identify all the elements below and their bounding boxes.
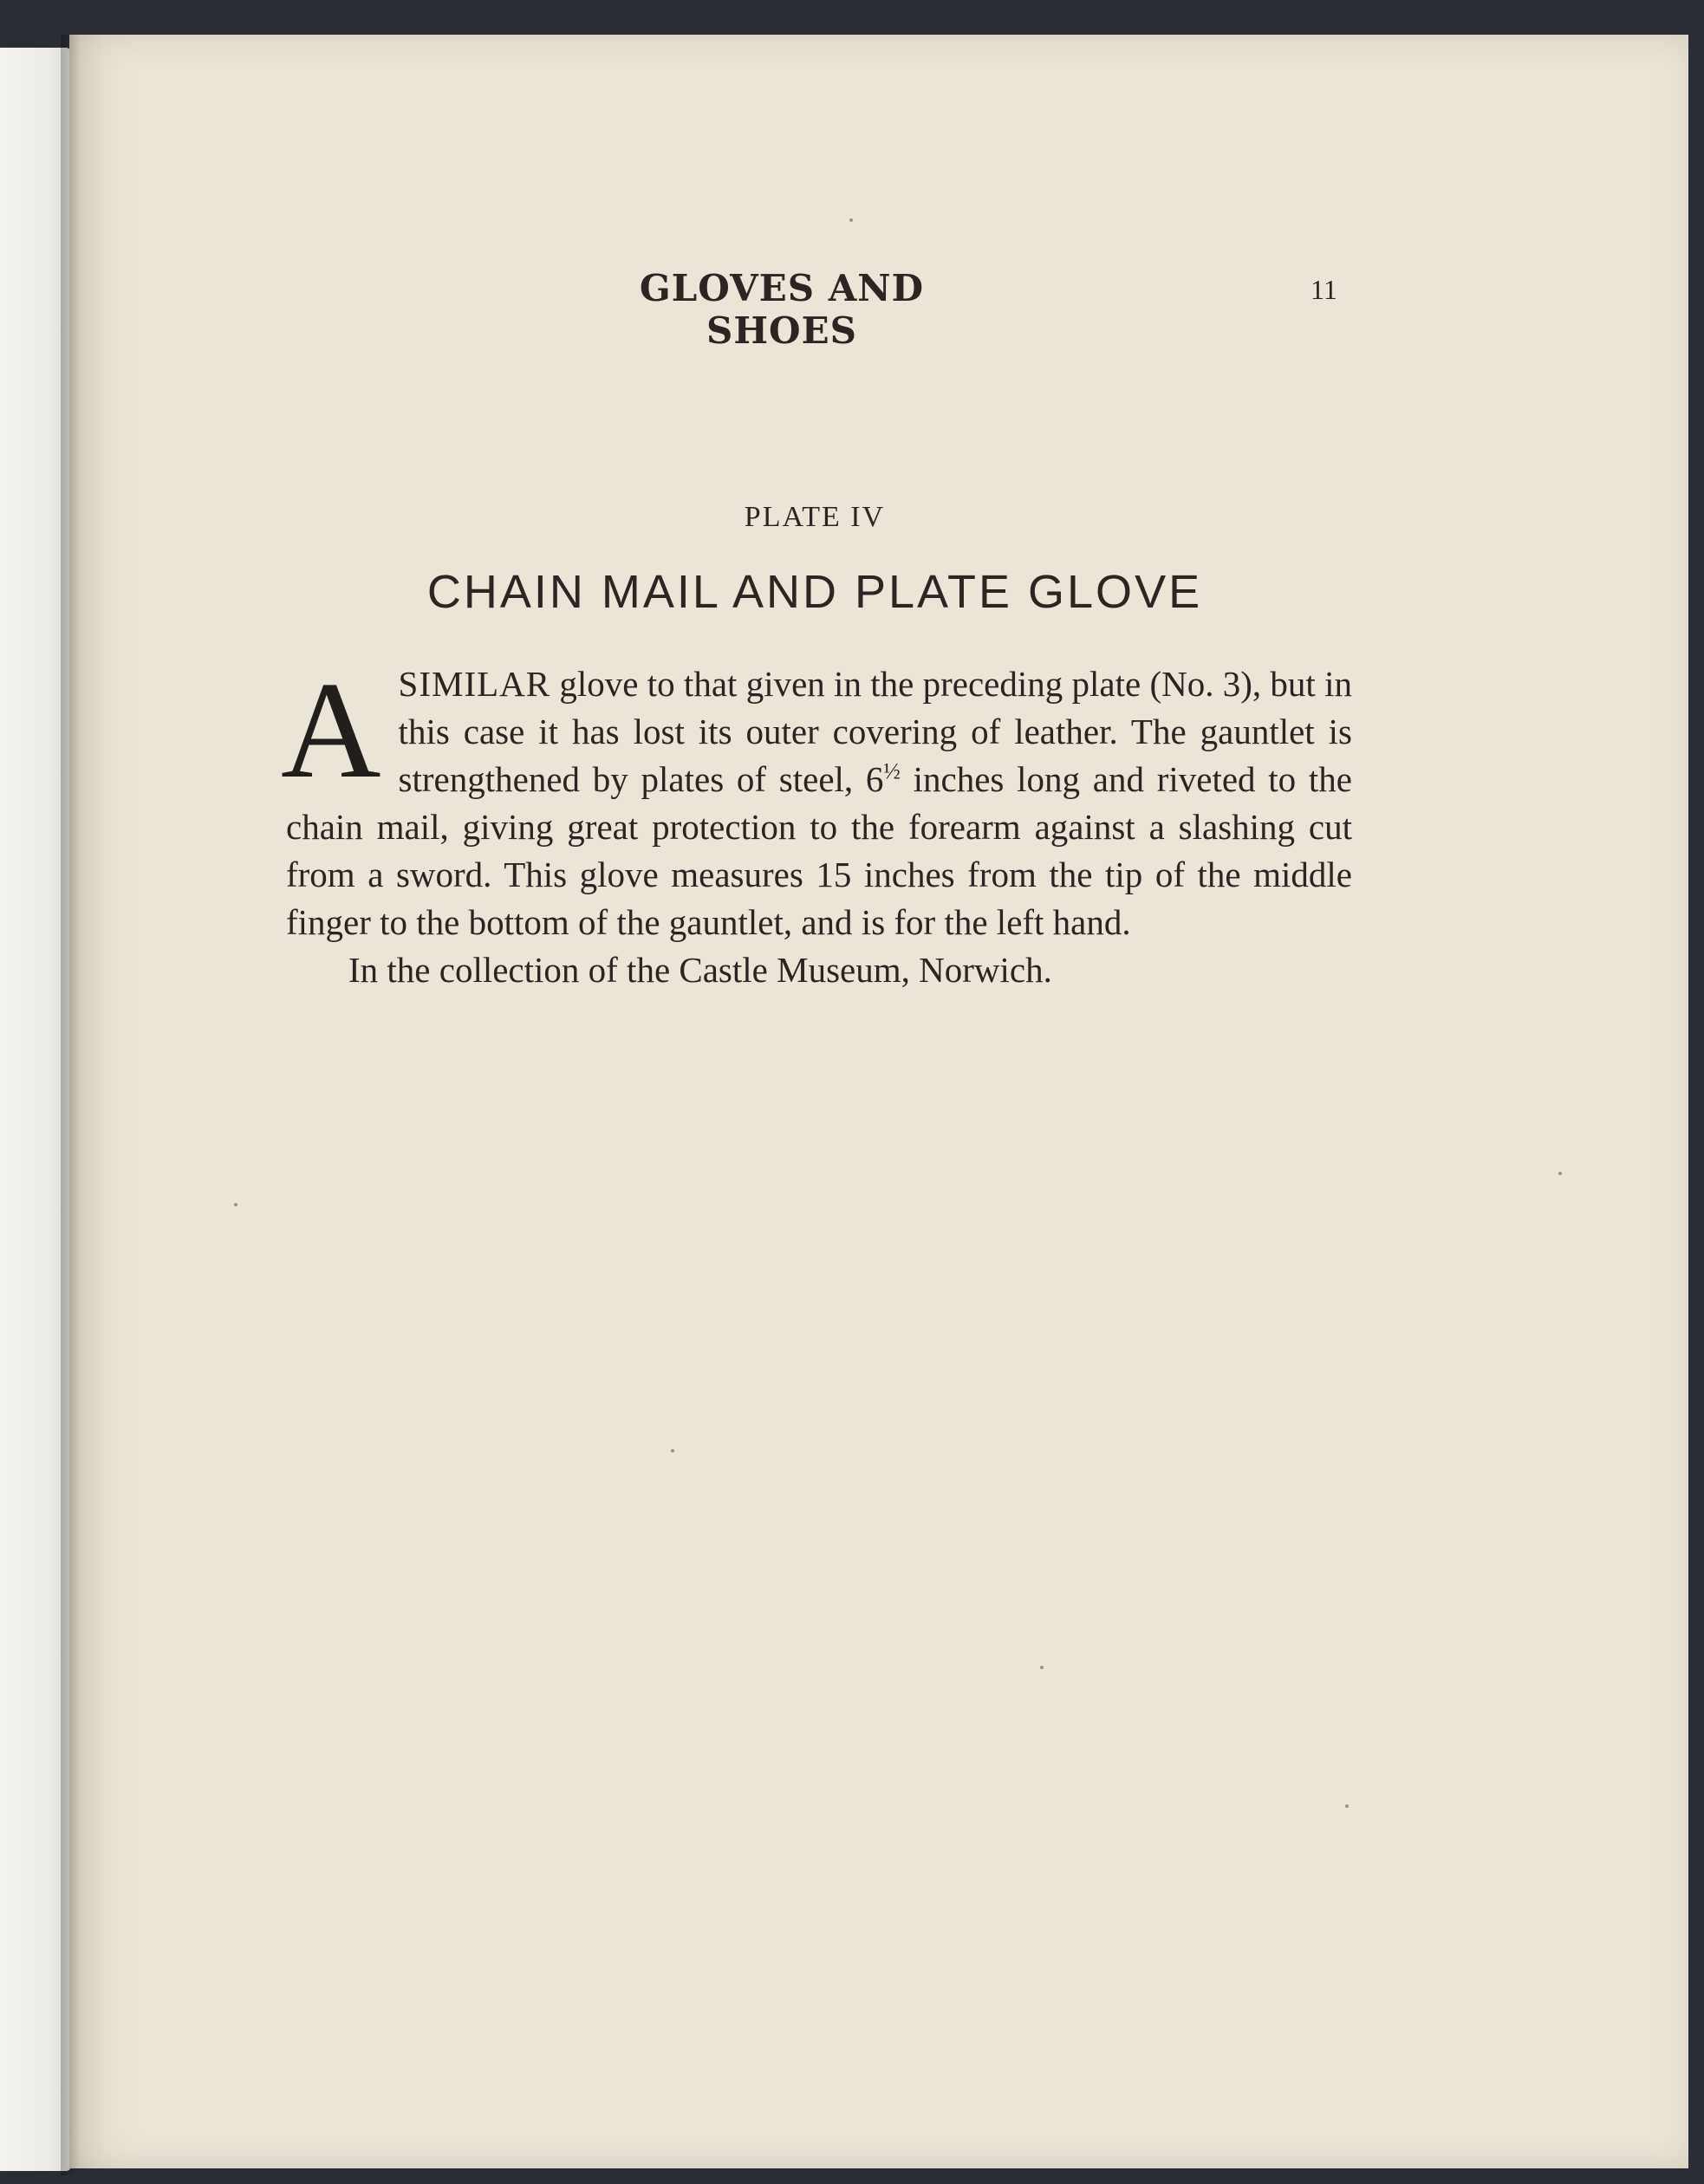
- paper-speck: [1040, 1666, 1044, 1669]
- paper-speck: [671, 1449, 674, 1453]
- drop-cap: A: [281, 653, 381, 807]
- book-page: [69, 35, 1688, 2168]
- opening-word: SIMILAR: [398, 664, 551, 704]
- paragraph-text-part1: glove to that given in the preceding plate (No. 3), but in this case it has lost its outer covering of leather. The gauntlet is strengthened by plates of steel, 6: [398, 664, 1352, 799]
- plate-title: CHAIN MAIL AND PLATE GLOVE: [426, 566, 1203, 618]
- paper-speck: [849, 218, 853, 222]
- paper-speck: [1558, 1172, 1562, 1175]
- collection-note: In the collection of the Castle Museum, Norwich.: [348, 950, 1052, 990]
- plate-label: PLATE IV: [744, 501, 886, 533]
- fraction: ½: [883, 758, 901, 784]
- running-title: GLOVES AND SHOES: [639, 267, 925, 352]
- body-text: [281, 653, 1352, 994]
- description-paragraph: [281, 653, 1352, 946]
- paper-speck: [234, 1203, 237, 1206]
- page-header: [69, 267, 1688, 352]
- paper-speck: [1345, 1804, 1349, 1808]
- page-number: 11: [1311, 274, 1337, 305]
- paragraph-text-part2: inches long and riveted to the chain mail, giving great protection to the forearm against a slashing cut from a sword. This glove measures 15 inches from the tip of the middle finger to the bottom of the gauntlet, and is for the left hand.: [286, 759, 1352, 942]
- spine-shadow: [61, 35, 80, 2175]
